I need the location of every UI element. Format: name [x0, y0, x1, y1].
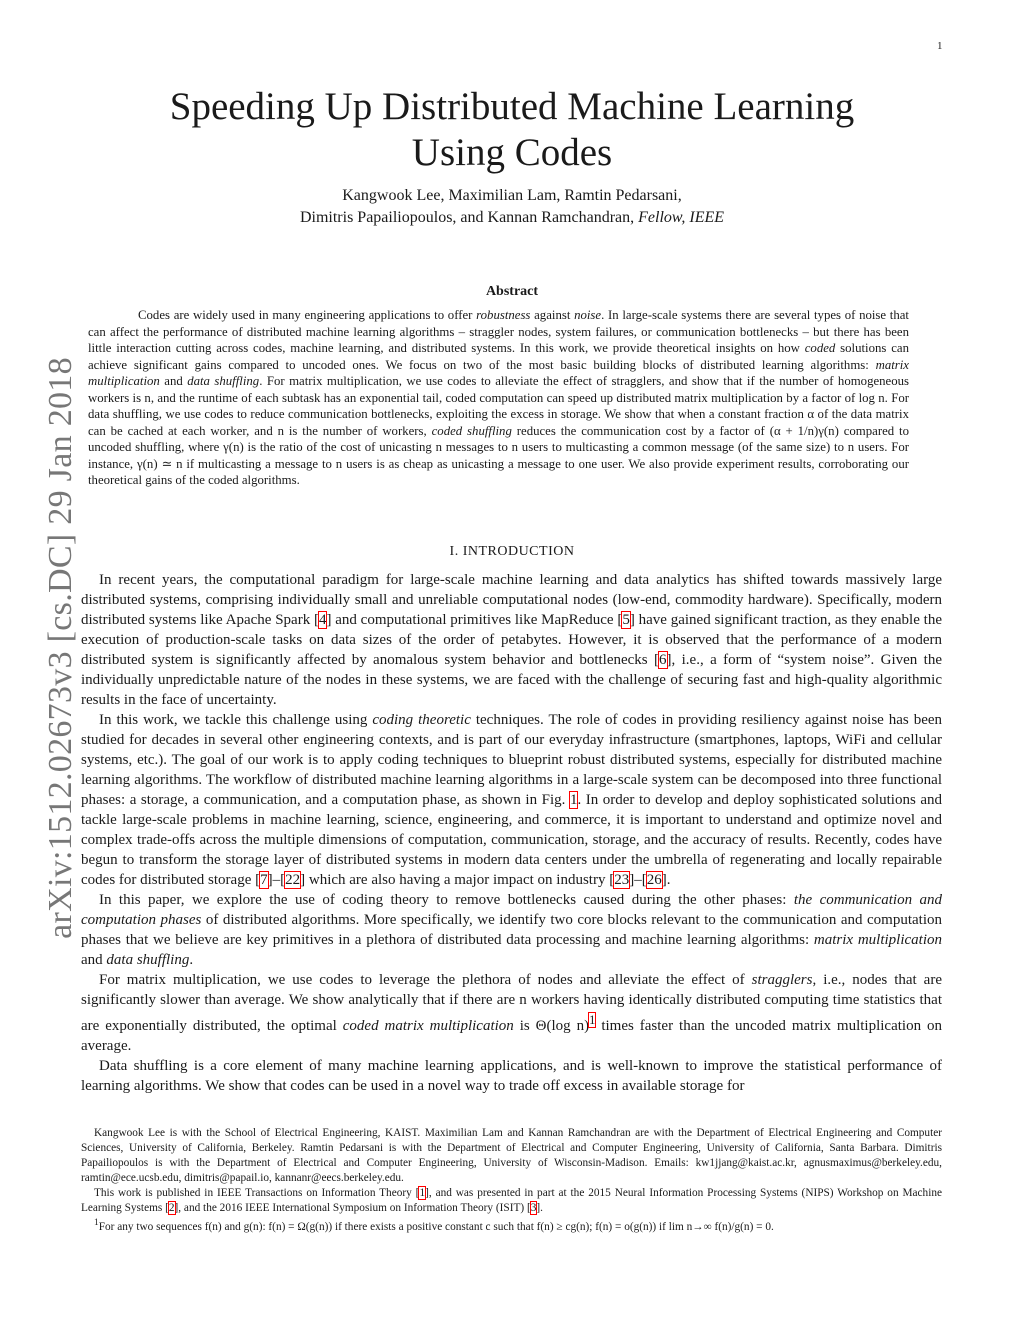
paragraph-text: ] have gained significant traction, as they enable the execution of production-scale tasks on data sizes of the order of petabytes. However, it is observed that the performance of a modern distributed system is significantly affected by anomalous system behavior and bottlenecks [: [81, 612, 942, 668]
footnote-text: ].: [536, 1202, 543, 1214]
authors-line-2-names: Dimitris Papailiopoulos, and Kannan Ramchandran,: [299, 209, 635, 226]
paragraph-text: ] and computational primitives like MapReduce [: [326, 612, 623, 628]
abstract-emphasis: noise: [574, 308, 602, 322]
intro-paragraph-4: [81, 970, 942, 1056]
footnote-text: ], and was presented in part at the 2015 Neural Information Processing Systems (NIPS) Workshop on Machine Learning Systems [: [81, 1187, 942, 1214]
paragraph-text: ] which are also having a major impact on industry [: [300, 872, 615, 888]
paragraph-text: In this work, we tackle this challenge using: [99, 712, 368, 728]
authors-line-1: Kangwook Lee, Maximilian Lam, Ramtin Pedarsani,: [342, 187, 682, 204]
abstract-text: reduces the communication cost by a factor of (α + 1/n)γ(n) compared to uncoded shuffling, where γ(n) is the ratio of the cost of unicasting n messages to n users to multicasting a common message (of the same size) to n users. For instance, γ(n) ≃ n if multicasting a message to n users is as cheap as unicasting a message to one user. We also provide experiment results, corroborating our theoretical gains of the coded algorithms.: [88, 423, 909, 487]
emphasis-text: data shuffling: [106, 952, 190, 968]
abstract-emphasis: coded shuffling: [431, 423, 512, 438]
citation-link[interactable]: 22: [285, 872, 301, 888]
footnote-1: [81, 1216, 942, 1235]
citation-link[interactable]: 1: [419, 1187, 426, 1199]
abstract-text: and: [164, 374, 183, 388]
emphasis-text: the communication and computation phases: [81, 892, 943, 928]
citation-link[interactable]: 26: [646, 872, 662, 888]
title-line-1: Speeding Up Distributed Machine Learning: [169, 85, 855, 128]
paragraph-text: For matrix multiplication, we use codes to leverage the plethora of nodes and alleviate the effect of: [99, 972, 745, 988]
intro-paragraph-2: [81, 710, 942, 890]
paragraph-text: In recent years, the computational paradigm for large-scale machine learning and data analytics has shifted towards massively large distributed systems, comprising individually small and unreliable computational nodes (low-end, commodity hardware). Specifically, modern distributed systems like Apache Spark [: [81, 572, 942, 628]
footnote-text: For any two sequences f(n) and g(n): f(n) = Ω(g(n)) if there exists a positive constant c such that f(n) ≥ cg(n); f(n) = o(g(n)) if lim n→∞ f(n)/g(n) = 0.: [98, 1220, 774, 1233]
paragraph-text: of distributed algorithms. More specifically, we identify two core blocks relevant to the communication and computation phases that we believe are key primitives in a plethora of distributed data processing and machine learning algorithms:: [81, 912, 943, 948]
paragraph-text: techniques. The role of codes in providing resiliency against noise has been studied for decades in several other engineering contexts, and is part of our everyday infrastructure (smartphones, laptops, WiFi and cellular systems, etc.). The goal of our work is to apply coding techniques to blueprint robust distributed systems, especially for distributed machine learning algorithms. The workflow of distributed machine learning algorithms in a large-scale system can be decomposed into three functional phases: a storage, a communication, and a computation phase, as shown in Fig.: [81, 712, 943, 808]
citation-link[interactable]: 2: [168, 1202, 175, 1214]
paragraph-text: and: [81, 952, 103, 968]
footnote-text: ], and the 2016 IEEE International Symposium on Information Theory (ISIT) [: [174, 1202, 531, 1214]
footnote-marker: 1: [94, 1218, 99, 1228]
abstract-text: . In large-scale systems there are several types of noise that can affect the performance of distributed machine learning algorithms – straggler nodes, system failures, or communication bottlenecks – but there has been little interaction cutting across codes, machine learning, and distributed systems. In this work, we provide theoretical insights on how: [88, 308, 909, 355]
paragraph-text: . In order to develop and deploy sophisticated solutions and tackle large-scale problems in machine learning, science, engineering, and commerce, it is important to understand and optimize novel and complex trade-offs across the multiple dimensions of computation, communication, storage, and the accuracy of results. Recently, codes have begun to transform the storage layer of distributed systems in modern data centers under the umbrella of regenerating and locally repairable codes for distributed storage [: [81, 792, 942, 888]
paragraph-text: times faster than the uncoded matrix multiplication on average.: [81, 1018, 943, 1054]
paragraph-text: .: [189, 952, 194, 968]
emphasis-text: coded matrix multiplication: [342, 1018, 514, 1034]
footnote-publication: [81, 1186, 942, 1216]
paragraph-text: , i.e., nodes that are significantly slower than average. We show analytically that if there are n workers having identically distributed computing time statistics that are exponentially distributed, the optimal: [81, 972, 942, 1034]
paragraph-text: ], i.e., a form of “system noise”. Given the individually unpredictable nature of the nodes in these systems, we are faced with the challenge of securing fast and high-quality algorithmic results in the face of uncertainty.: [81, 652, 942, 708]
emphasis-text: matrix multiplication: [813, 932, 943, 948]
title-line-2: Using Codes: [411, 131, 613, 174]
author-list: [0, 185, 1024, 229]
citation-link[interactable]: 6: [659, 652, 667, 668]
abstract-text: solutions can achieve significant gains compared to uncoded ones. We focus on two of the most basic building blocks of distributed learning algorithms:: [88, 341, 909, 372]
author-honor: Fellow, IEEE: [638, 209, 725, 226]
intro-paragraph-5: Data shuffling is a core element of many machine learning applications, and is well-known to improve the statistical performance of learning algorithms. We show that codes can be used in a novel way to trade off excess in available storage for: [81, 1058, 942, 1094]
paragraph-text: ]–[: [629, 872, 647, 888]
footnote-link[interactable]: 1: [589, 1013, 596, 1027]
citation-link[interactable]: 23: [614, 872, 630, 888]
figure-link[interactable]: 1: [569, 792, 578, 808]
abstract-emphasis: coded: [804, 341, 836, 355]
footnotes: [81, 1126, 942, 1235]
footnote-text: This work is published in IEEE Transactions on Information Theory [: [94, 1187, 420, 1199]
abstract-emphasis: data shuffling: [187, 374, 260, 388]
abstract-emphasis: matrix multiplication: [88, 357, 909, 388]
footnote-affiliations: Kangwook Lee is with the School of Electrical Engineering, KAIST. Maximilian Lam and Kannan Ramchandran are with the Department of Electrical Engineering and Computer Sciences, University of California, Berkeley. Ramtin Pedarsani is with the Department of Electrical and Computer Engineering, University of California, Santa Barbara. Dimitris Papailiopoulos is with the Department of Electrical and Computer Engineering, University of Wisconsin-Madison. Emails: kw1jjang@kaist.ac.kr, agnusmaximus@berkeley.edu, ramtin@ece.ucsb.edu, dimitris@papail.io, kannanr@eecs.berkeley.edu.: [81, 1127, 942, 1184]
emphasis-text: stragglers: [751, 972, 813, 988]
paragraph-text: ]–[: [267, 872, 286, 888]
authors-line-2: [0, 207, 1024, 229]
abstract-text: Codes are widely used in many engineering applications to offer: [138, 308, 473, 322]
intro-paragraph-1: [81, 570, 942, 710]
paper-title: [0, 84, 1024, 176]
citation-link[interactable]: 5: [622, 612, 630, 628]
citation-link[interactable]: 3: [530, 1202, 537, 1214]
section-heading-introduction: I. INTRODUCTION: [449, 544, 575, 559]
introduction-body: [81, 570, 942, 1096]
paragraph-text: is Θ(log n): [519, 1018, 590, 1034]
abstract-text: . For matrix multiplication, we use codes to alleviate the effect of stragglers, and show that if the number of homogeneous workers is n, and the runtime of each subtask has an exponential tail, coded computation can speed up distributed matrix multiplication by a factor of log n. For data shuffling, we use codes to reduce communication bottlenecks, exploiting the excess in storage. We show that when a constant fraction α of the data matrix can be cached at each worker, and n is the number of workers,: [88, 374, 910, 438]
paragraph-text: In this paper, we explore the use of coding theory to remove bottlenecks caused during the other phases:: [99, 892, 787, 908]
paragraph-text: ].: [661, 872, 671, 888]
arxiv-identifier-stamp[interactable]: arXiv:1512.02673v3 [cs.DC] 29 Jan 2018: [42, 357, 79, 939]
abstract-emphasis: robustness: [476, 308, 531, 322]
abstract-heading: Abstract: [485, 284, 539, 299]
abstract-body: [88, 307, 909, 489]
abstract-text: against: [534, 308, 571, 322]
citation-link[interactable]: 4: [318, 612, 327, 628]
citation-link[interactable]: 7: [260, 872, 268, 888]
emphasis-text: coding theoretic: [372, 712, 471, 728]
intro-paragraph-3: [81, 890, 942, 970]
page-number: 1: [937, 40, 943, 52]
